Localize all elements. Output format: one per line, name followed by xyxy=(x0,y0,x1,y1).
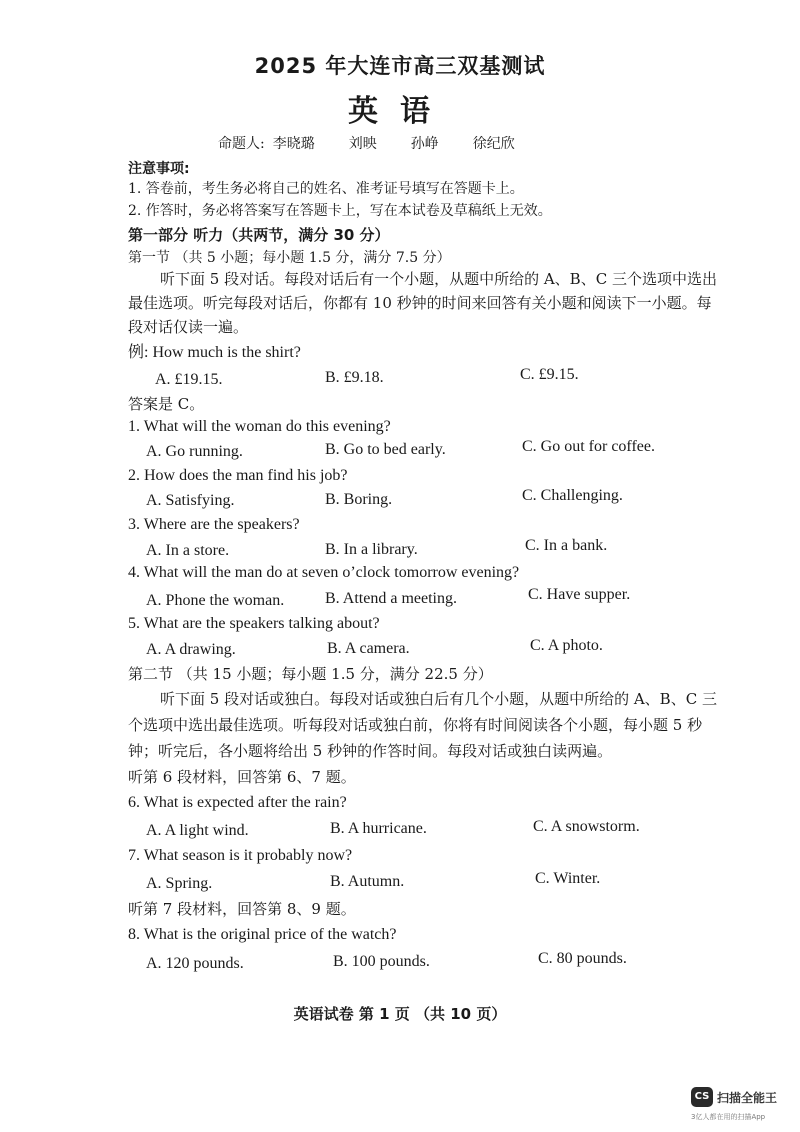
option-a: A. In a store. xyxy=(146,542,230,559)
option-b: B. A camera. xyxy=(327,640,410,657)
option-b: B. Boring. xyxy=(325,491,393,508)
option-c: C. In a bank. xyxy=(525,537,608,554)
author-name: 徐纪欣 xyxy=(472,136,515,152)
option-c: C. 80 pounds. xyxy=(538,950,627,967)
exam-title: 2025 年大连市高三双基测试 xyxy=(254,54,546,78)
question: 7. What season is it probably now? xyxy=(128,847,353,864)
watermark-subtitle: 3亿人都在用的扫描App xyxy=(691,1113,766,1121)
section1-instructions: 最佳选项。听完每段对话后，你都有 10 秒钟的时间来回答有关小题和阅读下一小题。每 xyxy=(128,294,712,312)
section2-heading: 第二节 （共 15 小题；每小题 1.5 分，满分 22.5 分） xyxy=(128,665,493,683)
option-c: C. Challenging. xyxy=(522,487,623,504)
section1-instructions: 听下面 5 段对话。每段对话后有一个小题，从题中所给的 A、B、C 三个选项中选出 xyxy=(160,270,717,288)
option-a: A. Satisfying. xyxy=(146,492,235,509)
authors-line xyxy=(218,133,549,153)
example-answer: 答案是 C。 xyxy=(128,395,205,413)
example-question: 例: How much is the shirt? xyxy=(128,344,301,361)
option-b: B. £9.18. xyxy=(325,369,384,386)
option-b: B. Go to bed early. xyxy=(325,441,446,458)
camscanner-logo-icon: CS xyxy=(691,1087,713,1107)
page-footer: 英语试卷 第 1 页 （共 10 页） xyxy=(293,1005,507,1023)
scanner-watermark xyxy=(691,1087,777,1107)
option-c: C. £9.15. xyxy=(520,366,579,383)
author-name: 孙峥 xyxy=(410,136,439,152)
watermark-name: 扫描全能王 xyxy=(717,1090,778,1105)
authors-label: 命题人: xyxy=(218,136,265,152)
section2-instructions: 听下面 5 段对话或独白。每段对话或独白后有几个小题，从题中所给的 A、B、C 三 xyxy=(160,690,717,708)
option-b: B. Autumn. xyxy=(330,873,405,890)
section2-instructions: 个选项中选出最佳选项。听每段对话或独白前，你将有时间阅读各个小题，每小题 5 秒 xyxy=(128,716,703,734)
material-heading: 听第 6 段材料，回答第 6、7 题。 xyxy=(128,768,356,786)
option-c: C. A snowstorm. xyxy=(533,818,640,835)
option-a: A. A drawing. xyxy=(146,641,236,658)
notice-item: 2. 作答时，务必将答案写在答题卡上，写在本试卷及草稿纸上无效。 xyxy=(128,203,552,219)
option-a: A. Spring. xyxy=(146,875,213,892)
author-name: 李晓璐 xyxy=(272,136,315,152)
question: 2. How does the man find his job? xyxy=(128,467,348,484)
question: 4. What will the man do at seven o’clock tomorrow evening? xyxy=(128,564,520,581)
option-c: C. Winter. xyxy=(535,870,601,887)
option-c: C. Have supper. xyxy=(528,586,631,603)
option-b: B. A hurricane. xyxy=(330,820,427,837)
material-heading: 听第 7 段材料，回答第 8、9 题。 xyxy=(128,900,356,918)
option-b: B. In a library. xyxy=(325,541,418,558)
question: 8. What is the original price of the watch? xyxy=(128,926,397,943)
option-c: C. Go out for coffee. xyxy=(522,438,655,455)
author-name: 刘映 xyxy=(348,136,377,152)
question: 6. What is expected after the rain? xyxy=(128,794,347,811)
section2-instructions: 钟；听完后，各小题将给出 5 秒钟的作答时间。每段对话或独白读两遍。 xyxy=(128,742,613,760)
section1-instructions: 段对话仅读一遍。 xyxy=(128,318,249,336)
subject-title: 英语 xyxy=(348,94,452,129)
section1-heading: 第一节 （共 5 小题；每小题 1.5 分，满分 7.5 分） xyxy=(128,250,451,266)
option-a: A. 120 pounds. xyxy=(146,955,244,972)
option-a: A. £19.15. xyxy=(155,371,223,388)
notice-item: 1. 答卷前，考生务必将自己的姓名、准考证号填写在答题卡上。 xyxy=(128,181,524,197)
option-a: A. A light wind. xyxy=(146,822,249,839)
option-b: B. Attend a meeting. xyxy=(325,590,457,607)
question: 3. Where are the speakers? xyxy=(128,516,300,533)
option-a: A. Go running. xyxy=(146,443,243,460)
notice-heading: 注意事项: xyxy=(128,161,190,177)
part1-heading: 第一部分 听力（共两节，满分 30 分） xyxy=(128,226,390,244)
option-a: A. Phone the woman. xyxy=(146,592,285,609)
option-c: C. A photo. xyxy=(530,637,603,654)
option-b: B. 100 pounds. xyxy=(333,953,430,970)
question: 5. What are the speakers talking about? xyxy=(128,615,380,632)
question: 1. What will the woman do this evening? xyxy=(128,418,391,435)
